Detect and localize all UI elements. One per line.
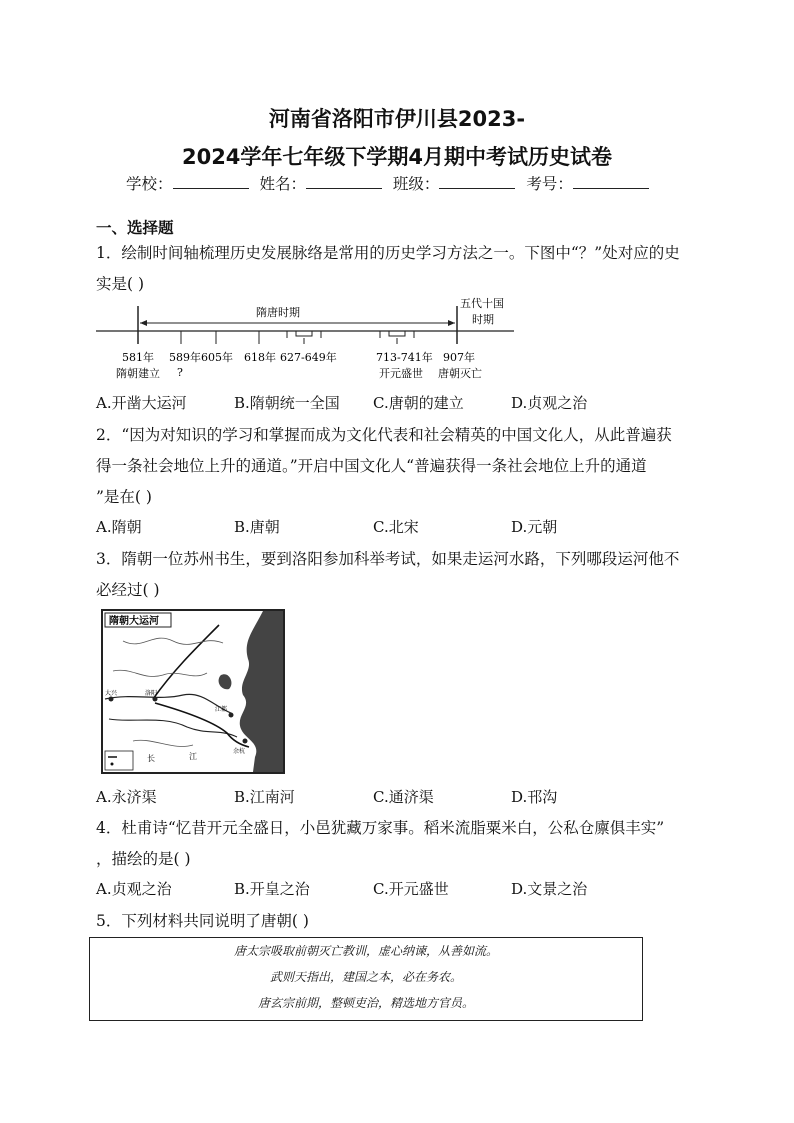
q5-stem-line1: 5．下列材料共同说明了唐朝( ) (96, 912, 309, 930)
canal-map (101, 609, 285, 774)
canal-map-drawing (103, 611, 283, 772)
q2-option-a[interactable]: A.隋朝 (96, 518, 142, 536)
q4-option-a[interactable]: A.贞观之治 (96, 880, 172, 898)
timeline-note-581: 隋朝建立 (116, 367, 160, 380)
q1-option-d[interactable]: D.贞观之治 (511, 394, 588, 412)
section-title: 一、选择题 (96, 219, 174, 237)
school-field[interactable] (173, 174, 249, 189)
q2-stem-line1: 2．“因为对知识的学习和掌握而成为文化代表和社会精英的中国文化人，从此普遍获 (96, 426, 672, 444)
timeline-note-907: 唐朝灭亡 (438, 367, 482, 380)
map-label-daxing: 大兴 (105, 690, 118, 697)
q2-option-b[interactable]: B.唐朝 (234, 518, 280, 536)
name-field[interactable] (306, 174, 382, 189)
page-title-line2: 2024学年七年级下学期4月期中考试历史试卷 (181, 145, 613, 169)
timeline-year-713-741: 713-741年 (376, 351, 433, 364)
map-label-chang: 长 (147, 754, 155, 763)
q4-stem-line2: ，描绘的是( ) (96, 850, 191, 868)
class-field[interactable] (439, 174, 515, 189)
timeline-note-589: ? (177, 366, 183, 379)
timeline-end-label-2: 时期 (472, 313, 494, 326)
q1-option-b[interactable]: B.隋朝统一全国 (234, 394, 340, 412)
timeline-end-label-1: 五代十国 (460, 297, 504, 310)
timeline-figure (96, 296, 526, 382)
q4-option-c[interactable]: C.开元盛世 (373, 880, 449, 898)
page-title-line1: 河南省洛阳市伊川县2023- (268, 107, 526, 131)
name-label: 姓名： (259, 175, 306, 193)
map-label-jiangdu: 江都 (215, 706, 228, 713)
map-label-yuhang: 余杭 (233, 748, 246, 755)
q4-option-b[interactable]: B.开皇之治 (234, 880, 310, 898)
timeline-year-627-649: 627-649年 (280, 351, 337, 364)
q3-option-a[interactable]: A.永济渠 (96, 788, 157, 806)
q3-option-c[interactable]: C.通济渠 (373, 788, 434, 806)
material-line-1: 唐太宗吸取前朝灭亡教训，虚心纳谏，从善如流。 (233, 944, 498, 958)
timeline-period-label: 隋唐时期 (256, 306, 300, 319)
material-line-2: 武则天指出，建国之本，必在务农。 (269, 970, 462, 984)
exam-number-label: 考号： (526, 175, 573, 193)
q1-option-a[interactable]: A.开凿大运河 (96, 394, 187, 412)
q4-stem-line1: 4．杜甫诗“忆昔开元全盛日，小邑犹藏万家事。稻米流脂粟米白，公私仓廪俱丰实” (96, 819, 665, 837)
map-label-jiang: 江 (189, 752, 197, 761)
map-title: 隋朝大运河 (109, 616, 159, 627)
timeline-year-907: 907年 (443, 351, 475, 364)
q1-stem-line2: 实是( ) (96, 275, 145, 293)
timeline-note-713-741: 开元盛世 (379, 367, 423, 380)
timeline-year-605: 605年 (201, 351, 233, 364)
q3-option-b[interactable]: B.江南河 (234, 788, 295, 806)
q3-stem-line1: 3．隋朝一位苏州书生，要到洛阳参加科举考试，如果走运河水路，下列哪段运河他不 (96, 550, 680, 568)
q2-option-c[interactable]: C.北宋 (373, 518, 419, 536)
timeline-year-589: 589年 (169, 351, 201, 364)
q3-option-d[interactable]: D.邗沟 (511, 788, 558, 806)
timeline-year-618: 618年 (244, 351, 276, 364)
exam-number-field[interactable] (573, 174, 649, 189)
map-label-luoyang: 洛阳 (145, 690, 158, 697)
q3-stem-line2: 必经过( ) (96, 581, 160, 599)
material-box (89, 937, 643, 1021)
q2-option-d[interactable]: D.元朝 (511, 518, 558, 536)
q2-stem-line3: ”是在( ) (96, 488, 152, 506)
q2-stem-line2: 得一条社会地位上升的通道。”开启中国文化人“普遍获得一条社会地位上升的通道 (96, 457, 647, 475)
timeline-year-581: 581年 (122, 351, 154, 364)
material-line-3: 唐玄宗前期，整顿吏治，精选地方官员。 (257, 996, 474, 1010)
q1-stem-line1: 1．绘制时间轴梳理历史发展脉络是常用的历史学习方法之一。下图中“？”处对应的史 (96, 244, 680, 262)
info-fields (126, 172, 655, 194)
q1-option-c[interactable]: C.唐朝的建立 (373, 394, 464, 412)
q4-option-d[interactable]: D.文景之治 (511, 880, 588, 898)
class-label: 班级： (392, 175, 440, 193)
school-label: 学校： (126, 175, 173, 193)
